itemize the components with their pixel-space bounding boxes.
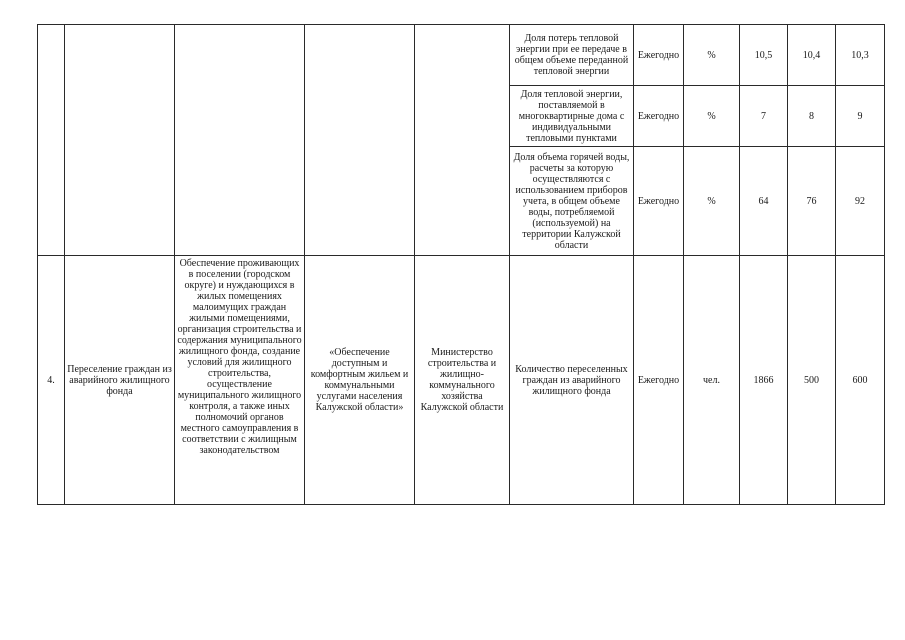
name-cell: Переселение граждан из аварийного жилищного фонда [65, 256, 175, 505]
value-cell-1: 7 [740, 86, 788, 147]
unit-cell: чел. [684, 256, 740, 505]
value-cell-3: 92 [836, 147, 885, 256]
value-cell-3: 600 [836, 256, 885, 505]
executor-cell: Министерство строительства и жилищно-коммунального хозяйства Калужской области [415, 256, 510, 505]
value-cell-3: 9 [836, 86, 885, 147]
value-cell-3: 10,3 [836, 25, 885, 86]
frequency-cell: Ежегодно [634, 86, 684, 147]
value-cell-2: 76 [788, 147, 836, 256]
indicator-cell: Доля объема горячей воды, расчеты за которую осуществляются с использованием приборов учета, в общем объеме воды, потребляемой (используемой) на территории Калужской области [510, 147, 634, 256]
indicator-cell: Количество переселенных граждан из аварийного жилищного фонда [510, 256, 634, 505]
executor-cell-empty [415, 25, 510, 256]
value-cell-2: 8 [788, 86, 836, 147]
value-cell-2: 10,4 [788, 25, 836, 86]
indicator-cell: Доля потерь тепловой энергии при ее передаче в общем объеме переданной тепловой энергии [510, 25, 634, 86]
unit-cell: % [684, 25, 740, 86]
program-cell-empty [305, 25, 415, 256]
value-cell-1: 64 [740, 147, 788, 256]
number-cell: 4. [38, 256, 65, 505]
value-cell-1: 1866 [740, 256, 788, 505]
number-cell-empty [38, 25, 65, 256]
table-row [38, 256, 885, 505]
program-cell: «Обеспечение доступным и комфортным жильем и коммунальными услугами населения Калужской области» [305, 256, 415, 505]
value-cell-1: 10,5 [740, 25, 788, 86]
indicators-table [37, 24, 885, 505]
indicator-cell: Доля тепловой энергии, поставляемой в многоквартирные дома с индивидуальными тепловыми пунктами [510, 86, 634, 147]
goal-cell: Обеспечение проживающих в поселении (городском округе) и нуждающихся в жилых помещениях малоимущих граждан жилыми помещениями, организация строительства и содержания муниципального жилищного фонда, создание условий для жилищного строительства, осуществление муниципального жилищного контроля, а также иных полномочий органов местного самоуправления в соответствии с жилищным законодательством [175, 256, 305, 505]
goal-cell-empty [175, 25, 305, 256]
name-cell-empty [65, 25, 175, 256]
value-cell-2: 500 [788, 256, 836, 505]
unit-cell: % [684, 86, 740, 147]
table-row [38, 25, 885, 86]
frequency-cell: Ежегодно [634, 25, 684, 86]
frequency-cell: Ежегодно [634, 147, 684, 256]
unit-cell: % [684, 147, 740, 256]
frequency-cell: Ежегодно [634, 256, 684, 505]
